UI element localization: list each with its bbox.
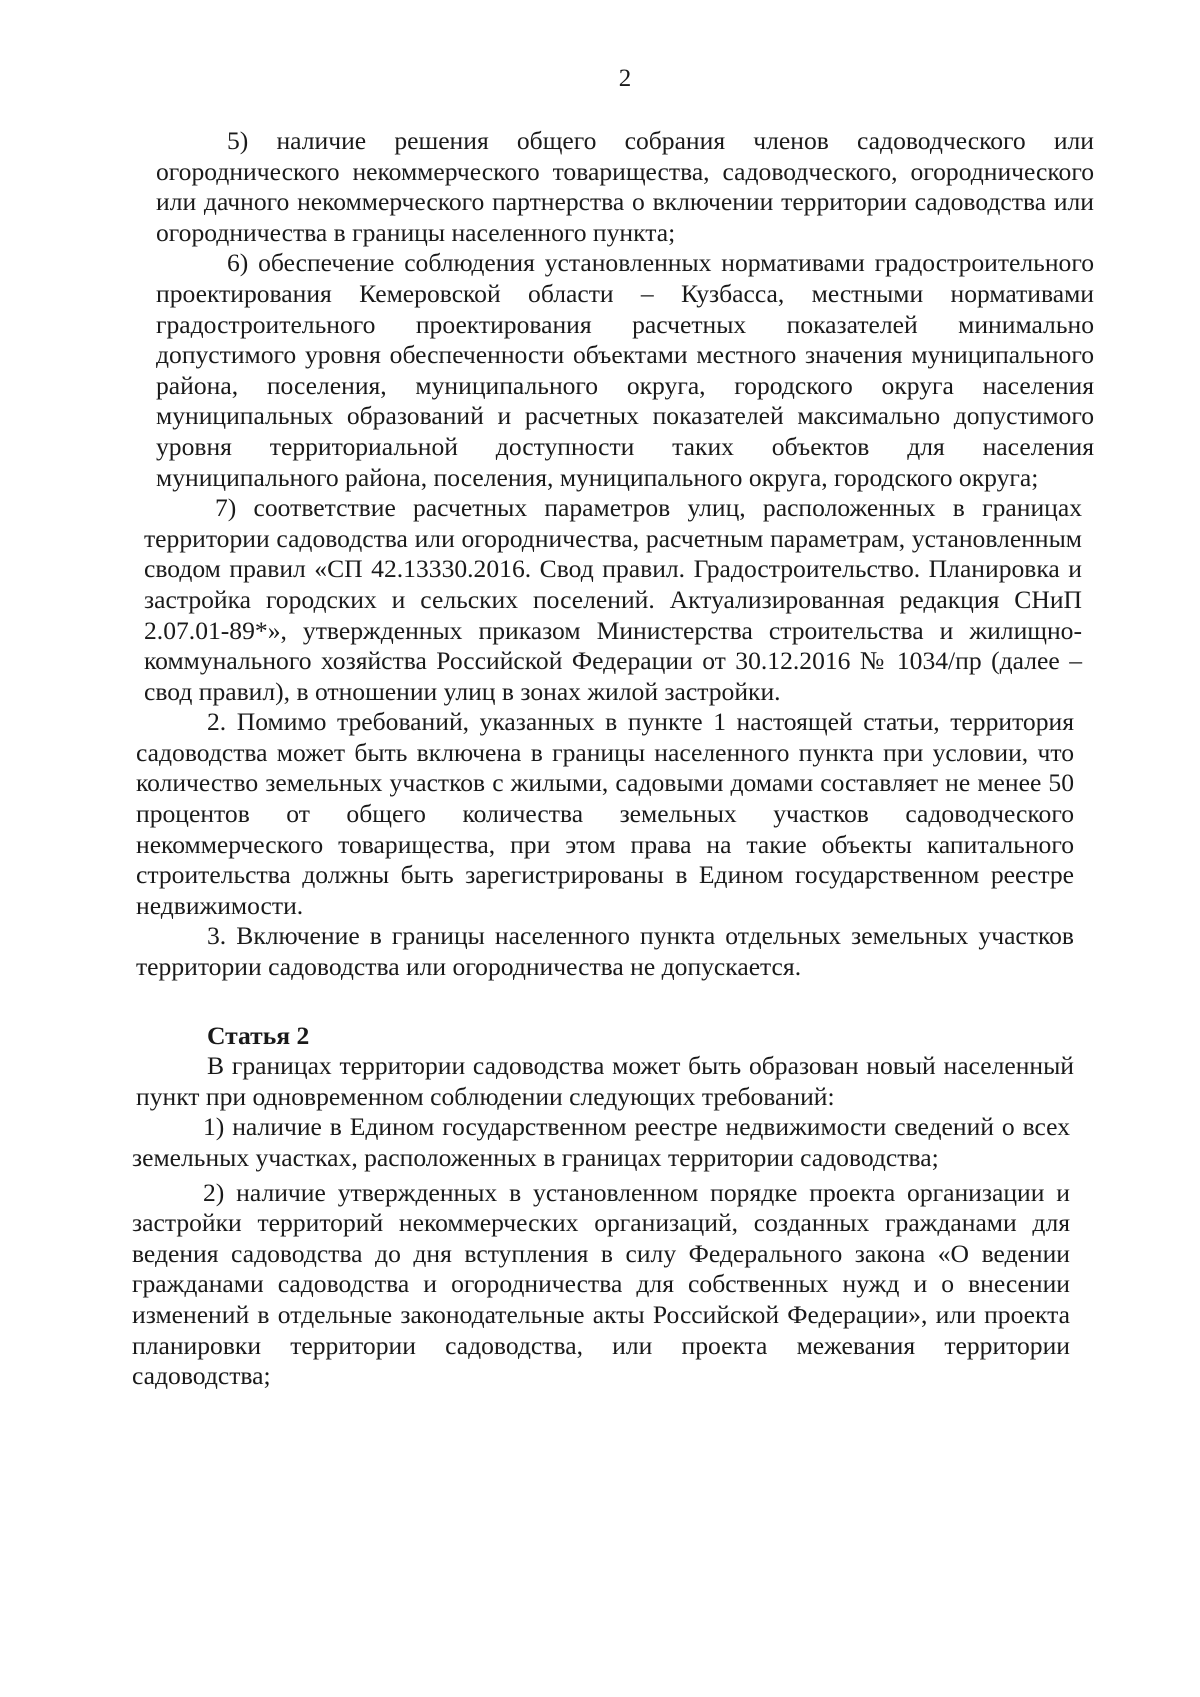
point-2-paragraph: 2. Помимо требований, указанных в пункте 1 настоящей статьи, территория садоводства может быть включена в границы населенного пункта при условии, что количество земельных участков с жилыми, садовыми домами составляет не менее 50 процентов от общего количества земельных участков садоводческого некоммерческого товарищества, при этом права на такие объекты капитального строительства должны быть зарегистрированы в Едином государственном реестре недвижимости.: [136, 707, 1074, 920]
item-6-paragraph: 6) обеспечение соблюдения установленных нормативами градостроительного проектирования Кемеровской области – Кузбасса, местными нормативами градостроительного проектирования расчетных показателей минимально допустимого уровня обеспеченности объектами местного значения муниципального района, поселения, муниципального округа, городского округа населения муниципальных образований и расчетных показателей максимально допустимого уровня территориальной доступности таких объектов для населения муниципального района, поселения, муниципального округа, городского округа;: [156, 248, 1094, 492]
article-1-points: [136, 707, 1074, 1112]
article-2-heading: Статья 2: [207, 1020, 310, 1050]
item-5-paragraph: 5) наличие решения общего собрания членов садоводческого или огороднического некоммерческого товарищества, садоводческого, огороднического или дачного некоммерческого партнерства о включении территории садоводства или огородничества в границы населенного пункта;: [156, 126, 1094, 247]
document-body: [132, 126, 1094, 1392]
article-2-items: [132, 1112, 1070, 1391]
point-3-paragraph: 3. Включение в границы населенного пункта отдельных земельных участков территории садоводства или огородничества не допускается.: [136, 921, 1074, 982]
article-2-item-2: 2) наличие утвержденных в установленном порядке проекта организации и застройки территорий некоммерческих организаций, созданных гражданами для ведения садоводства до дня вступления в силу Федерального закона «О ведении гражданами садоводства и огородничества для собственных нужд и о внесении изменений в отдельные законодательные акты Российской Федерации», или проекта планировки территории садоводства, или проекта межевания территории садоводства;: [132, 1177, 1070, 1391]
article-2-intro: В границах территории садоводства может быть образован новый населенный пункт при одновременном соблюдении следующих требований:: [136, 1051, 1074, 1111]
spacer: [136, 983, 1074, 1021]
article-1-continuation: [156, 126, 1094, 493]
article-1-item-7: [144, 493, 1082, 707]
article-2-item-1: 1) наличие в Едином государственном реестре недвижимости сведений о всех земельных участках, расположенных в границах территории садоводства;: [132, 1112, 1070, 1172]
item-7-paragraph: 7) соответствие расчетных параметров улиц, расположенных в границах территории садоводства или огородничества, расчетным параметрам, установленным сводом правил «СП 42.13330.2016. Свод правил. Градостроительство. Планировка и застройка городских и сельских поселений. Актуализированная редакция СНиП 2.07.01-89*», утвержденных приказом Министерства строительства и жилищно-коммунального хозяйства Российской Федерации от 30.12.2016 № 1034/пр (далее – свод правил), в отношении улиц в зонах жилой застройки.: [144, 493, 1082, 706]
page-number: 2: [618, 65, 632, 92]
